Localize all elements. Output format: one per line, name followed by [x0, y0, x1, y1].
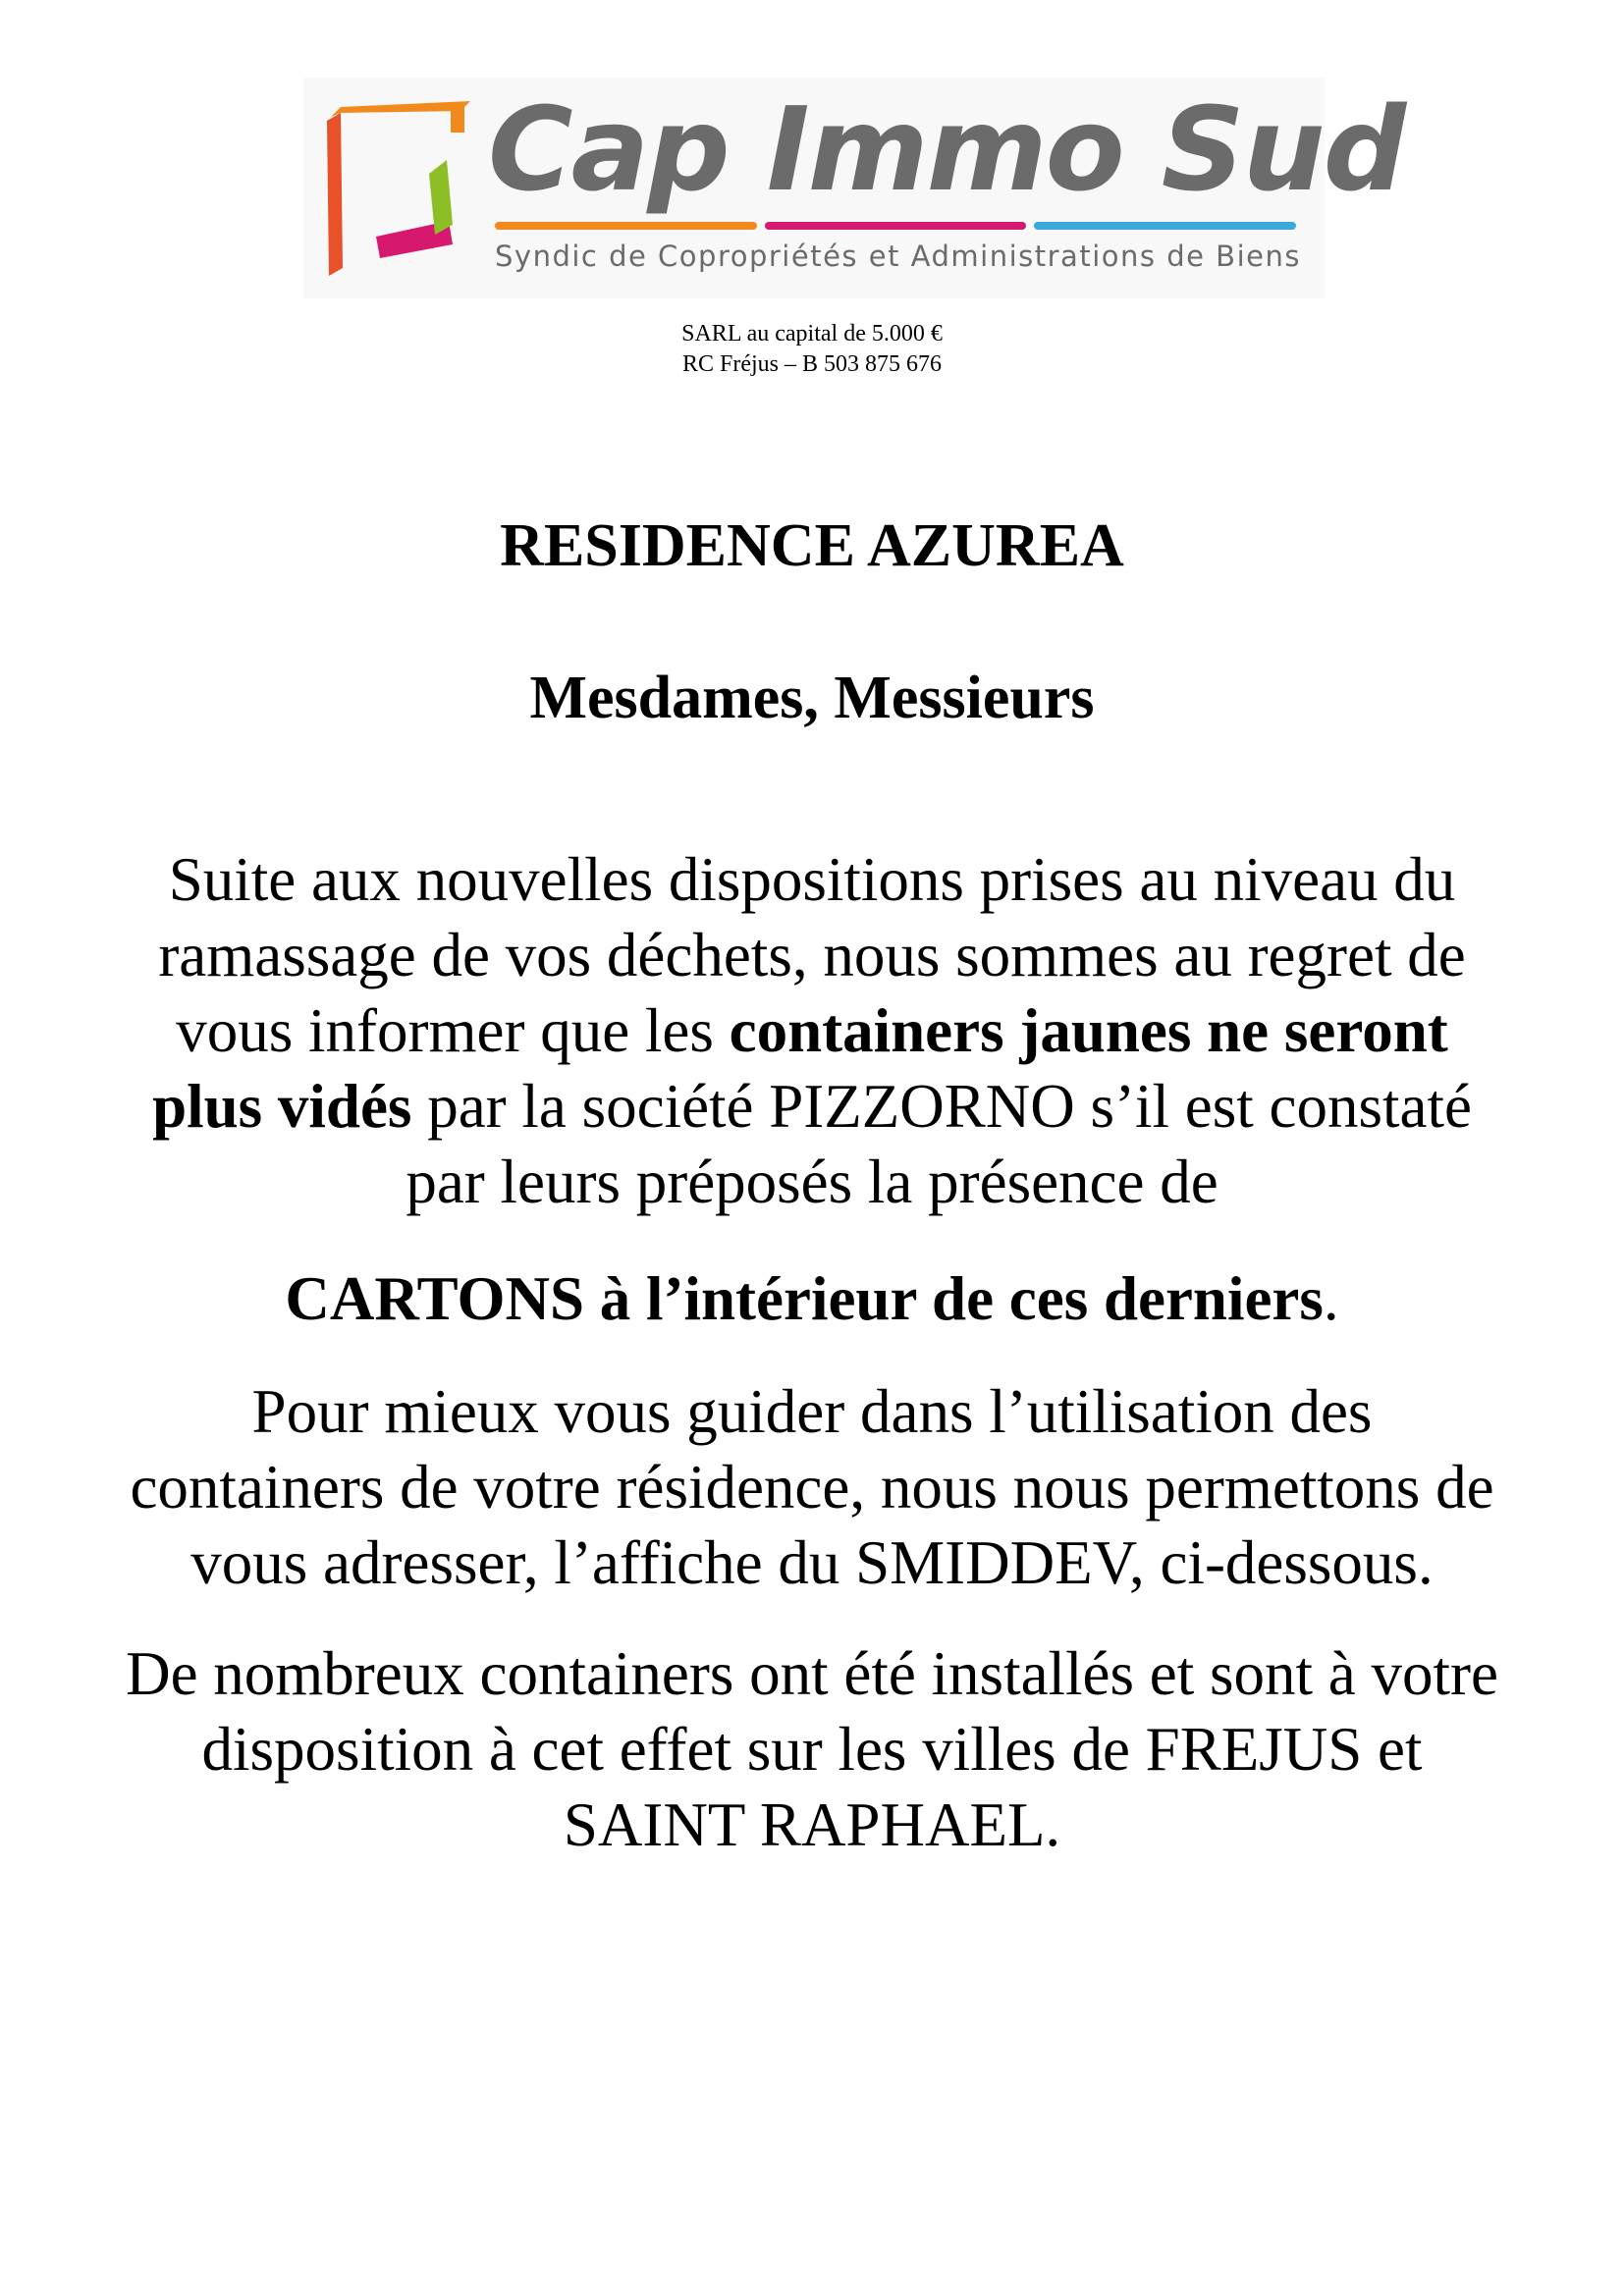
page-title: RESIDENCE AZUREA	[500, 512, 1124, 579]
brand-name: Cap Immo Sud	[488, 81, 1405, 217]
paragraph-line: Pour mieux vous guider dans l’utilisation des	[251, 1377, 1373, 1446]
paragraph-containers-location	[59, 1636, 1565, 1863]
paragraph-line	[59, 993, 1565, 1069]
orange-bar	[495, 222, 757, 230]
blue-bar	[1034, 222, 1296, 230]
paragraph-line	[59, 1069, 1565, 1145]
paragraph-line: par leurs préposés la présence de	[406, 1148, 1218, 1216]
company-logo	[303, 78, 1405, 298]
brand-color-bars	[495, 222, 1296, 230]
paragraph-line: disposition à cet effet sur les villes de FREJUS et	[201, 1715, 1423, 1784]
paragraph-waste-collection	[59, 842, 1565, 1220]
brand-tagline: Syndic de Copropriétés et Administrations de Biens	[495, 240, 1301, 273]
paragraph-line: De nombreux containers ont été installés et sont à votre	[126, 1639, 1498, 1708]
paragraph-cartons-warning	[59, 1261, 1565, 1337]
paragraph-line	[59, 1261, 1565, 1337]
text-segment: .	[1323, 1264, 1339, 1333]
paragraph-line: containers de votre résidence, nous nous permettons de	[130, 1453, 1494, 1522]
legal-registration: RC Fréjus – B 503 875 676	[681, 351, 943, 377]
bold-warning: CARTONS à l’intérieur de ces derniers	[285, 1264, 1324, 1333]
legal-info	[0, 319, 1624, 380]
paragraph-guidance	[59, 1374, 1565, 1601]
paragraph-line: vous adresser, l’affiche du SMIDDEV, ci-dessous.	[190, 1528, 1434, 1597]
paragraph-line: SAINT RAPHAEL.	[563, 1790, 1061, 1859]
legal-capital: SARL au capital de 5.000 €	[681, 321, 943, 347]
folded-square-logo-icon	[323, 99, 480, 276]
salutation: Mesdames, Messieurs	[529, 665, 1095, 731]
paragraph-line: ramassage de vos déchets, nous sommes au regret de	[158, 921, 1466, 989]
text-segment: par la société PIZZORNO s’il est constaté	[411, 1072, 1472, 1141]
paragraph-line: Suite aux nouvelles dispositions prises au niveau du	[168, 845, 1456, 914]
bold-warning: plus vidés	[152, 1072, 412, 1141]
bold-warning: containers jaunes ne seront	[729, 996, 1448, 1065]
magenta-bar	[765, 222, 1027, 230]
text-segment: vous informer que les	[176, 996, 730, 1065]
